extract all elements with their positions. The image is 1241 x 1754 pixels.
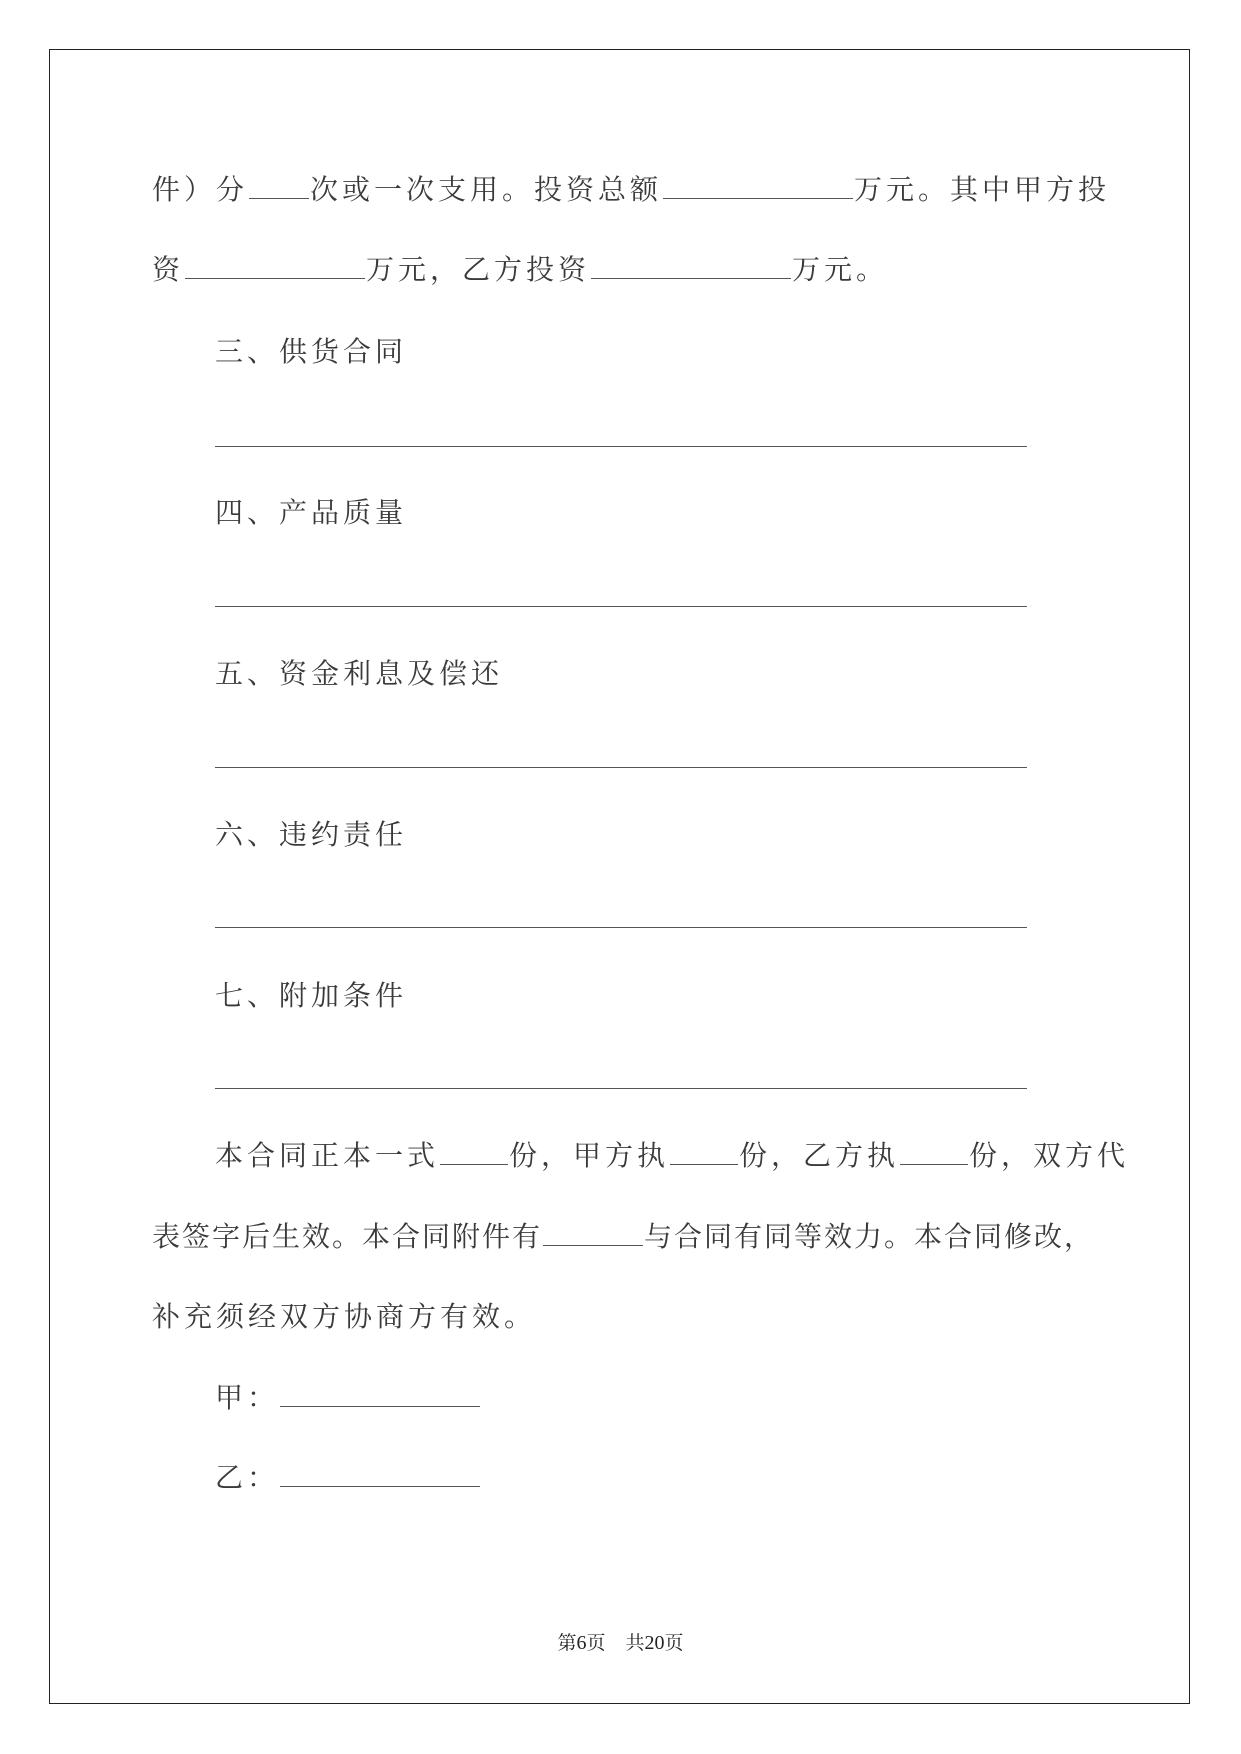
party-b-label: 乙： xyxy=(215,1461,280,1494)
fill-in-line[interactable] xyxy=(215,1088,1027,1089)
text-segment: 次或一次支用。投资总额 xyxy=(310,173,663,206)
blank-field[interactable] xyxy=(543,1223,643,1246)
closing-line-1 xyxy=(215,1140,1129,1172)
blank-field[interactable] xyxy=(249,176,309,199)
signature-party-b xyxy=(215,1462,481,1494)
closing-line-3: 补充须经双方协商方有效。 xyxy=(152,1300,537,1333)
text-segment: 份，乙方执 xyxy=(739,1139,900,1172)
investment-line-2 xyxy=(152,254,888,286)
text-segment: 万元。 xyxy=(792,253,889,286)
blank-field[interactable] xyxy=(440,1142,508,1165)
section-heading: 三、供货合同 xyxy=(215,335,408,368)
party-a-signature-field[interactable] xyxy=(280,1384,480,1407)
total-pages: 20 xyxy=(644,1632,665,1654)
section-heading: 七、附加条件 xyxy=(215,979,408,1012)
signature-party-a xyxy=(215,1382,481,1414)
text-segment: 万元，乙方投资 xyxy=(366,253,591,286)
fill-in-line[interactable] xyxy=(215,446,1027,447)
footer-text: 页 xyxy=(664,1633,684,1654)
section-heading: 六、违约责任 xyxy=(215,818,408,851)
blank-field[interactable] xyxy=(185,256,365,279)
fill-in-line[interactable] xyxy=(215,767,1027,768)
text-segment: 万元。其中甲方投 xyxy=(854,173,1111,206)
investment-line-1 xyxy=(152,174,1110,206)
blank-field[interactable] xyxy=(900,1142,968,1165)
page-border xyxy=(49,49,1190,1704)
footer-text: 页 xyxy=(586,1633,606,1654)
footer-text: 共 xyxy=(625,1633,645,1654)
text-segment: 资 xyxy=(152,253,185,286)
text-segment: 本合同正本一式 xyxy=(215,1139,440,1172)
text-segment: 表签字后生效。本合同附件有 xyxy=(152,1220,543,1253)
blank-field[interactable] xyxy=(663,176,853,199)
page-number: 6 xyxy=(576,1632,587,1654)
text-segment: 份，甲方执 xyxy=(509,1139,670,1172)
fill-in-line[interactable] xyxy=(215,606,1027,607)
section-heading: 四、产品质量 xyxy=(215,496,408,529)
text-segment: 份，双方代 xyxy=(969,1139,1130,1172)
blank-field[interactable] xyxy=(591,256,791,279)
closing-line-2 xyxy=(152,1221,1094,1253)
party-a-label: 甲： xyxy=(215,1381,280,1414)
page-footer xyxy=(0,1628,1241,1655)
blank-field[interactable] xyxy=(670,1142,738,1165)
footer-text: 第 xyxy=(557,1633,577,1654)
section-heading: 五、资金利息及偿还 xyxy=(215,657,504,690)
text-segment: 件）分 xyxy=(152,173,249,206)
fill-in-line[interactable] xyxy=(215,927,1027,928)
party-b-signature-field[interactable] xyxy=(280,1464,480,1487)
text-segment: 与合同有同等效力。本合同修改， xyxy=(644,1220,1095,1253)
